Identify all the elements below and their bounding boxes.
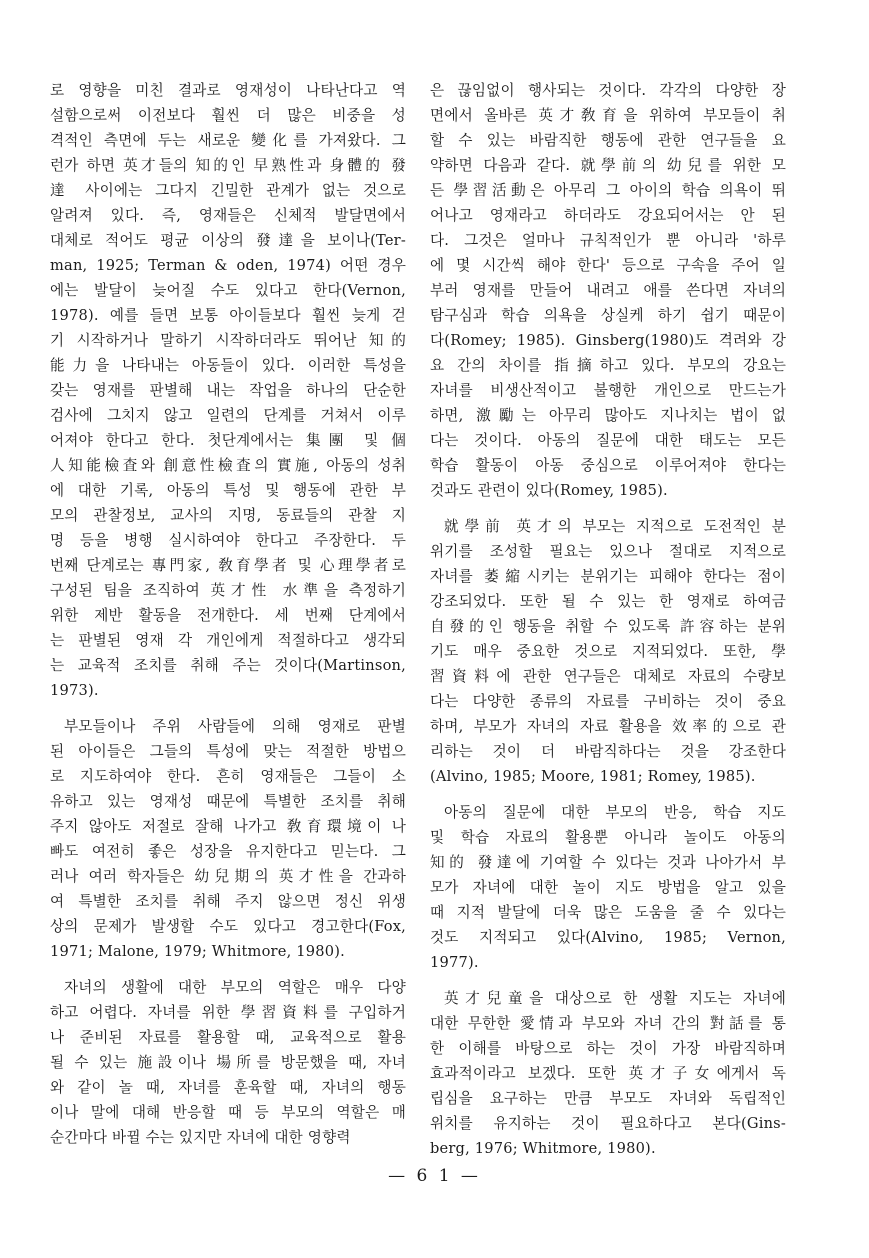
text-line: 리하는 것이 더 바람직하다는 것을 강조한다 — [430, 743, 786, 760]
text-line: 어져야 한다고 한다. 첫단계에서는 集團 및 個 — [50, 432, 406, 449]
text-line: 知的 發達에 기여할 수 있다는 것과 나아가서 부 — [430, 854, 786, 871]
text-line: 갖는 영재를 판별해 내는 작업을 하나의 단순한 — [50, 382, 406, 399]
text-line: 명 등을 병행 실시하여야 한다고 주장한다. 두 — [50, 532, 406, 549]
text-line: 강조되었다. 또한 될 수 있는 한 영재로 하여금 — [430, 593, 786, 610]
text-line: 한 이해를 바탕으로 하는 것이 가장 바람직하며 — [430, 1040, 786, 1057]
text-line: 될 수 있는 施設이나 場所를 방문했을 때, 자녀 — [50, 1054, 406, 1071]
paragraph-gap — [430, 503, 786, 514]
text-line: 모의 관찰정보, 교사의 지명, 동료들의 관찰 지 — [50, 507, 406, 524]
text-line: 하면, 激勵는 아무리 많아도 지나치는 법이 없 — [430, 407, 786, 424]
text-line: 위치를 유지하는 것이 필요하다고 본다(Gins- — [430, 1115, 786, 1132]
text-line: 약하면 다음과 같다. 就學前의 幼兒를 위한 모 — [430, 157, 786, 174]
text-line: 와 같이 놀 때, 자녀를 훈육할 때, 자녀의 행동 — [50, 1079, 406, 1096]
text-line: 다는 것이다. 아동의 질문에 대한 태도는 모든 — [430, 432, 786, 449]
text-line: 여 특별한 조치를 취해 주지 않으면 정신 위생 — [50, 893, 406, 910]
text-line: 나 준비된 자료를 활용할 때, 교육적으로 활용 — [50, 1029, 406, 1046]
text-line: 유하고 있는 영재성 때문에 특별한 조치를 취해 — [50, 793, 406, 810]
text-line: 는 판별된 영재 각 개인에게 적절하다고 생각되 — [50, 632, 406, 649]
text-line: 자녀의 생활에 대한 부모의 역할은 매우 다양 — [64, 979, 406, 996]
right-column — [430, 78, 786, 1161]
text-line: 자녀를 비생산적이고 불행한 개인으로 만드는가 — [430, 382, 786, 399]
text-line: 효과적이라고 보겠다. 또한 英才子女에게서 독 — [430, 1065, 786, 1082]
text-line: 로 지도하여야 한다. 흔히 영재들은 그들이 소 — [50, 768, 406, 785]
text-line: 격적인 측면에 두는 새로운 變化를 가져왔다. 그 — [50, 132, 406, 149]
text-line: 대체로 적어도 평균 이상의 發達을 보이나(Ter- — [50, 232, 406, 249]
text-line: 1977). — [430, 954, 479, 971]
text-line: 아동의 질문에 대한 부모의 반응, 학습 지도 — [444, 804, 786, 821]
text-line: 된 아이들은 그들의 특성에 맞는 적절한 방법으 — [50, 743, 406, 760]
text-line: 하고 어렵다. 자녀를 위한 學習資料를 구입하거 — [50, 1004, 406, 1021]
text-line: 1971; Malone, 1979; Whitmore, 1980). — [50, 943, 345, 960]
paragraph — [50, 714, 406, 964]
text-line: 탐구심과 학습 의욕을 상실케 하기 쉽기 때문이 — [430, 307, 786, 324]
text-line: 것도 지적되고 있다(Alvino, 1985; Vernon, — [430, 929, 786, 946]
text-line: 人知能檢査와 創意性檢査의 實施, 아동의 성취 — [50, 457, 406, 474]
text-line: 할 수 있는 바람직한 행동에 관한 연구들을 요 — [430, 132, 786, 149]
text-line: 요 간의 차이를 指摘하고 있다. 부모의 강요는 — [430, 357, 786, 374]
text-line: 達 사이에는 그다지 긴밀한 관계가 없는 것으로 — [50, 182, 406, 199]
text-line: 위한 제반 활동을 전개한다. 세 번째 단계에서 — [50, 607, 406, 624]
text-line: 런가 하면 英才들의 知的인 早熟性과 身體的 發 — [50, 157, 406, 174]
text-line: 이나 말에 대해 반응할 때 등 부모의 역할은 매 — [50, 1104, 406, 1121]
text-line: 부러 영재를 만들어 내려고 애를 쓴다면 자녀의 — [430, 282, 786, 299]
text-line: 주지 않아도 저절로 잘해 나가고 敎育環境이 나 — [50, 818, 406, 835]
text-line: 다. 그것은 얼마나 규칙적인가 뿐 아니라 '하루 — [430, 232, 786, 249]
text-line: 就學前 英才의 부모는 지적으로 도전적인 분 — [444, 518, 786, 535]
paragraph-gap — [430, 789, 786, 800]
paragraph — [430, 78, 786, 503]
paragraph — [430, 514, 786, 789]
text-line: 1978). 예를 들면 보통 아이들보다 훨씬 늦게 걷 — [50, 307, 406, 324]
text-line: 상의 문제가 발생할 수도 있다고 경고한다(Fox, — [50, 918, 406, 935]
text-line: man, 1925; Terman & oden, 1974) 어떤 경우 — [50, 257, 406, 274]
text-line: 면에서 올바른 英才敎育을 위하여 부모들이 취 — [430, 107, 786, 124]
text-line: 1973). — [50, 682, 99, 699]
text-line: 에 몇 시간씩 해야 한다' 등으로 구속을 주어 일 — [430, 257, 786, 274]
text-line: 것과도 관련이 있다(Romey, 1985). — [430, 482, 668, 499]
text-line: 학습 활동이 아동 중심으로 이루어져야 한다는 — [430, 457, 786, 474]
text-line: 설함으로써 이전보다 훨씬 더 많은 비중을 성 — [50, 107, 406, 124]
text-line: 로 영향을 미친 결과로 영재성이 나타난다고 역 — [50, 82, 406, 99]
text-line: 에 대한 기록, 아동의 특성 및 행동에 관한 부 — [50, 482, 406, 499]
text-line: 및 학습 자료의 활용뿐 아니라 놀이도 아동의 — [430, 829, 786, 846]
paragraph-gap — [50, 703, 406, 714]
text-line: 하며, 부모가 자녀의 자료 활용을 效率的으로 관 — [430, 718, 786, 735]
text-line: 위기를 조성할 필요는 있으나 절대로 지적으로 — [430, 543, 786, 560]
text-line: 기도 매우 중요한 것으로 지적되었다. 또한, 學 — [430, 643, 786, 660]
text-line: 다는 다양한 종류의 자료를 구비하는 것이 중요 — [430, 693, 786, 710]
paragraph — [50, 975, 406, 1150]
text-line: 能力을 나타내는 아동들이 있다. 이러한 특성을 — [50, 357, 406, 374]
text-line: 모가 자녀에 대한 놀이 지도 방법을 알고 있을 — [430, 879, 786, 896]
paragraph — [430, 800, 786, 975]
text-line: 빠도 여전히 좋은 성장을 유지한다고 믿는다. 그 — [50, 843, 406, 860]
text-line: (Alvino, 1985; Moore, 1981; Romey, 1985). — [430, 768, 756, 785]
page-number: — 6 1 — — [388, 1166, 481, 1186]
text-line: 은 끊임없이 행사되는 것이다. 각각의 다양한 장 — [430, 82, 786, 99]
text-line: 알려져 있다. 즉, 영재들은 신체적 발달면에서 — [50, 207, 406, 224]
text-line: 다(Romey; 1985). Ginsberg(1980)도 격려와 강 — [430, 332, 786, 349]
text-line: 自發的인 행동을 취할 수 있도록 許容하는 분위 — [430, 618, 786, 635]
text-line: 검사에 그치지 않고 일련의 단계를 거쳐서 이루 — [50, 407, 406, 424]
text-line: 대한 무한한 愛情과 부모와 자녀 간의 對話를 통 — [430, 1015, 786, 1032]
text-line: 자녀를 萎縮시키는 분위기는 피해야 한다는 점이 — [430, 568, 786, 585]
text-line: 英才兒童을 대상으로 한 생활 지도는 자녀에 — [444, 990, 786, 1007]
text-line: 는 교육적 조치를 취해 주는 것이다(Martinson, — [50, 657, 406, 674]
text-line: 기 시작하거나 말하기 시작하더라도 뛰어난 知的 — [50, 332, 406, 349]
text-line: 순간마다 바뀔 수는 있지만 자녀에 대한 영향력 — [50, 1129, 351, 1146]
left-column — [50, 78, 406, 1150]
text-line: 구성된 팀을 조직하여 英才性 水準을 측정하기 — [50, 582, 406, 599]
text-line: berg, 1976; Whitmore, 1980). — [430, 1140, 656, 1157]
text-line: 든 學習活動은 아무리 그 아이의 학습 의욕이 뛰 — [430, 182, 786, 199]
paragraph — [50, 78, 406, 703]
paragraph — [430, 986, 786, 1161]
text-line: 번째 단계로는 專門家, 敎育學者 및 心理學者로 — [50, 557, 406, 574]
paragraph-gap — [50, 964, 406, 975]
paragraph-gap — [430, 975, 786, 986]
text-line: 어나고 영재라고 하더라도 강요되어서는 안 된 — [430, 207, 786, 224]
text-line: 립심을 요구하는 만큼 부모도 자녀와 독립적인 — [430, 1090, 786, 1107]
text-line: 러나 여러 학자들은 幼兒期의 英才性을 간과하 — [50, 868, 406, 885]
text-line: 부모들이나 주위 사람들에 의해 영재로 판별 — [64, 718, 406, 735]
text-line: 에는 발달이 늦어질 수도 있다고 한다(Vernon, — [50, 282, 406, 299]
text-line: 때 지적 발달에 더욱 많은 도움을 줄 수 있다는 — [430, 904, 786, 921]
text-line: 習資料에 관한 연구들은 대체로 자료의 수량보 — [430, 668, 786, 685]
